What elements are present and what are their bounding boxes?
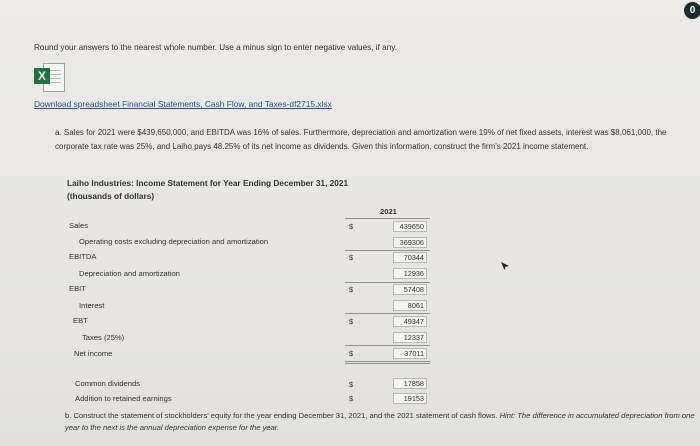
row-label-ebt: EBT [73,316,88,325]
excel-badge: X [34,68,50,84]
help-badge[interactable]: 0 [684,2,700,19]
interest-input[interactable] [393,300,427,311]
statement-title-line2: (thousands of dollars) [67,190,155,201]
row-label-net-income: Net income [74,349,113,358]
subtotal-rule [345,313,430,314]
dollar-sign: $ [349,253,354,262]
taxes-input[interactable] [393,332,427,343]
dollar-sign: $ [349,317,354,326]
dollar-sign: $ [349,222,354,231]
download-spreadsheet-link[interactable]: Download spreadsheet Financial Statements, Cash Flow, and Taxes-df2715.xlsx [34,99,332,109]
subtotal-rule [345,250,430,251]
instructions-text: Round your answers to the nearest whole number. Use a minus sign to enter negative values, if any. [34,43,398,52]
row-label-operating-costs: Operating costs excluding depreciation and amortization [79,237,269,246]
question-b-text [65,410,695,434]
row-label-depreciation: Depreciation and amortization [79,269,180,278]
statement-title [67,177,348,202]
subtotal-rule [345,345,430,346]
dollar-sign: $ [349,285,354,294]
operating-costs-input[interactable] [393,237,427,248]
row-label-ebit: EBIT [69,284,86,293]
dollar-sign: $ [349,394,354,403]
dollar-sign: $ [349,380,354,389]
common-dividends-input[interactable] [393,378,427,389]
subtotal-rule [345,282,430,283]
total-double-rule [345,361,430,364]
row-label-interest: Interest [79,301,105,310]
statement-title-line1: Laiho Industries: Income Statement for Year Ending December 31, 2021 [67,178,349,188]
row-label-taxes: Taxes (25%) [82,333,125,342]
question-a-text: a. Sales for 2021 were $439,650,000, and EBITDA was 16% of sales. Furthermore, depreciation and amortization were 19% of net fixed assets, interest was $8,061,000, the corporate tax rate was 25%, and Laiho pays 48.25% of its net income as dividends. Given this information, construct the firm's 2021 income statement. [55,128,667,151]
depreciation-input[interactable] [393,268,427,279]
year-column-header: 2021 [380,207,397,216]
header-rule [345,218,430,219]
question-b-hint: Hint: The difference in accumulated depreciation from one year to the next is the annual depreciation expense for the year. [65,411,695,432]
excel-file-icon[interactable] [34,63,64,91]
ebt-input[interactable] [393,316,427,327]
retained-earnings-input[interactable] [393,393,427,404]
ebit-input[interactable] [393,284,427,295]
row-label-ebitda: EBITDA [69,252,97,261]
sales-input[interactable] [393,221,427,232]
question-b-main: b. Construct the statement of stockholders' equity for the year ending December 31, 2021, and the 2021 statement of cash flows. [65,411,498,420]
net-income-input[interactable] [393,348,427,359]
mouse-cursor-icon [500,261,510,271]
row-label-common-dividends: Common dividends [75,379,140,388]
row-label-sales: Sales [69,221,88,230]
ebitda-input[interactable] [393,252,427,263]
dollar-sign: $ [349,349,354,358]
row-label-retained-earnings: Addition to retained earnings [75,394,172,403]
